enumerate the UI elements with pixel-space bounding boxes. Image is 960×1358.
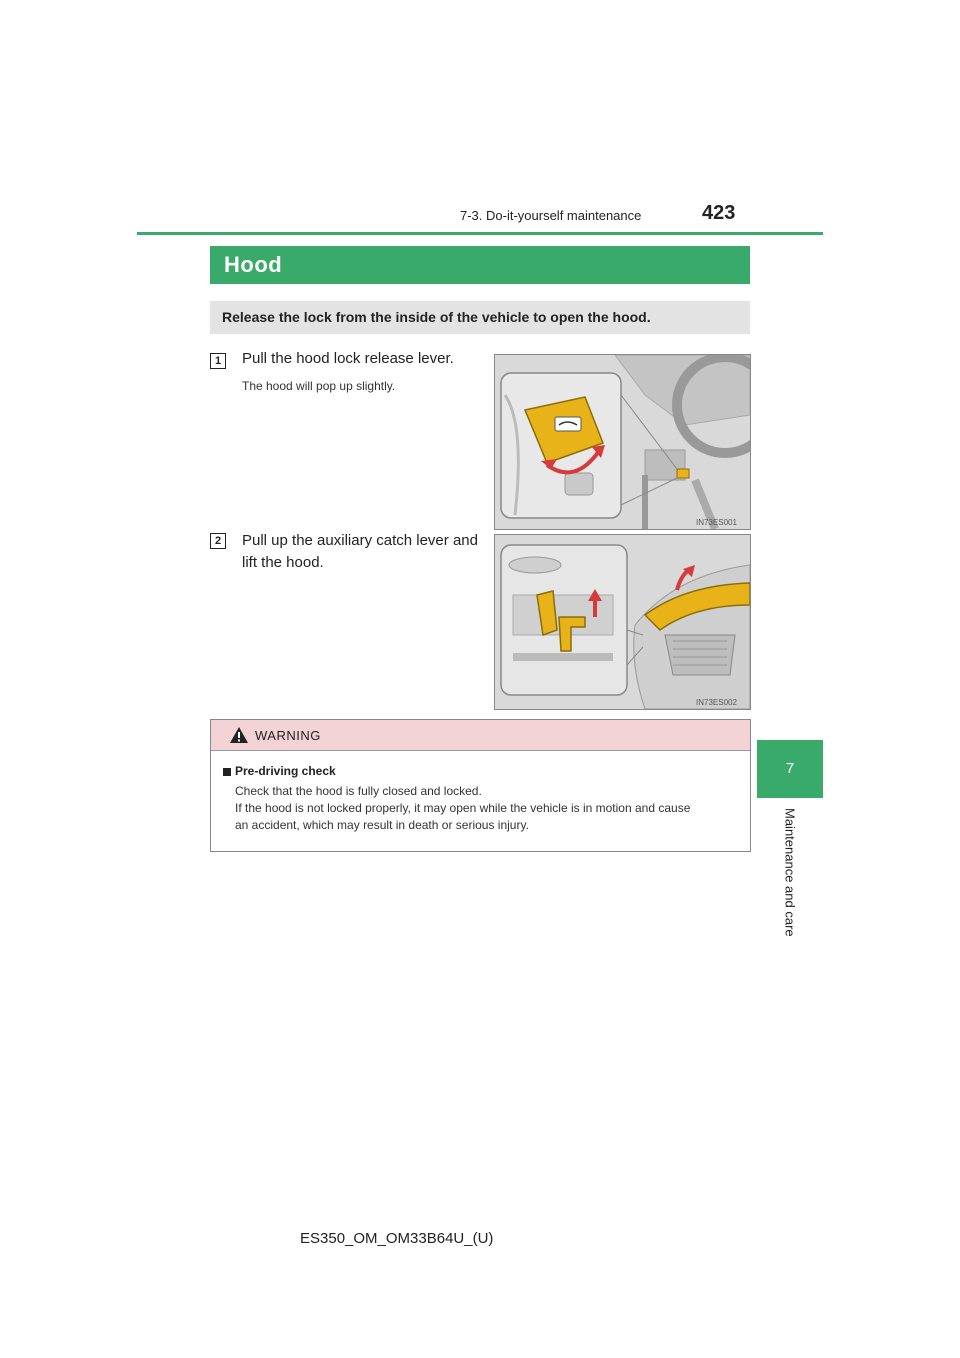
bullet-square-icon bbox=[223, 768, 231, 776]
warning-heading: WARNING bbox=[255, 728, 321, 743]
step-2-text-line1: Pull up the auxiliary catch lever and bbox=[242, 532, 478, 549]
figure-2-code: IN73ES002 bbox=[696, 698, 737, 707]
step-1-text: Pull the hood lock release lever. bbox=[242, 350, 454, 367]
warning-line-1: Check that the hood is fully closed and locked. bbox=[235, 784, 482, 798]
header-section-title: 7-3. Do-it-yourself maintenance bbox=[460, 208, 642, 223]
page-number: 423 bbox=[702, 202, 736, 224]
step-number-1: 1 bbox=[210, 353, 226, 369]
warning-subheading: Pre-driving check bbox=[235, 764, 336, 778]
section-title-bar bbox=[210, 246, 750, 284]
figure-1-code: IN73ES001 bbox=[696, 518, 737, 527]
warning-line-2: If the hood is not locked properly, it may open while the vehicle is in motion and cause bbox=[235, 801, 691, 815]
step-2-text-line2: lift the hood. bbox=[242, 554, 324, 571]
intro-box bbox=[210, 301, 750, 334]
warning-box bbox=[210, 719, 751, 852]
chapter-number: 7 bbox=[785, 760, 795, 777]
section-title: Hood bbox=[224, 252, 283, 277]
document-code-footer: ES350_OM_OM33B64U_(U) bbox=[300, 1230, 494, 1247]
warning-header bbox=[211, 720, 750, 751]
chapter-tab bbox=[757, 740, 823, 798]
auxiliary-catch-lever-illustration bbox=[495, 535, 750, 709]
step-1-note: The hood will pop up slightly. bbox=[242, 379, 396, 393]
hood-release-lever-illustration bbox=[495, 355, 750, 529]
chapter-label: Maintenance and care bbox=[782, 808, 798, 937]
header-rule bbox=[137, 232, 823, 235]
hood-release-lever-figure bbox=[494, 354, 751, 530]
auxiliary-catch-lever-figure bbox=[494, 534, 751, 710]
intro-text: Release the lock from the inside of the vehicle to open the hood. bbox=[222, 309, 651, 325]
step-number-2: 2 bbox=[210, 533, 226, 549]
warning-triangle-icon bbox=[229, 726, 249, 744]
chapter-label-container bbox=[760, 800, 820, 960]
warning-line-3: an accident, which may result in death or serious injury. bbox=[235, 818, 529, 832]
